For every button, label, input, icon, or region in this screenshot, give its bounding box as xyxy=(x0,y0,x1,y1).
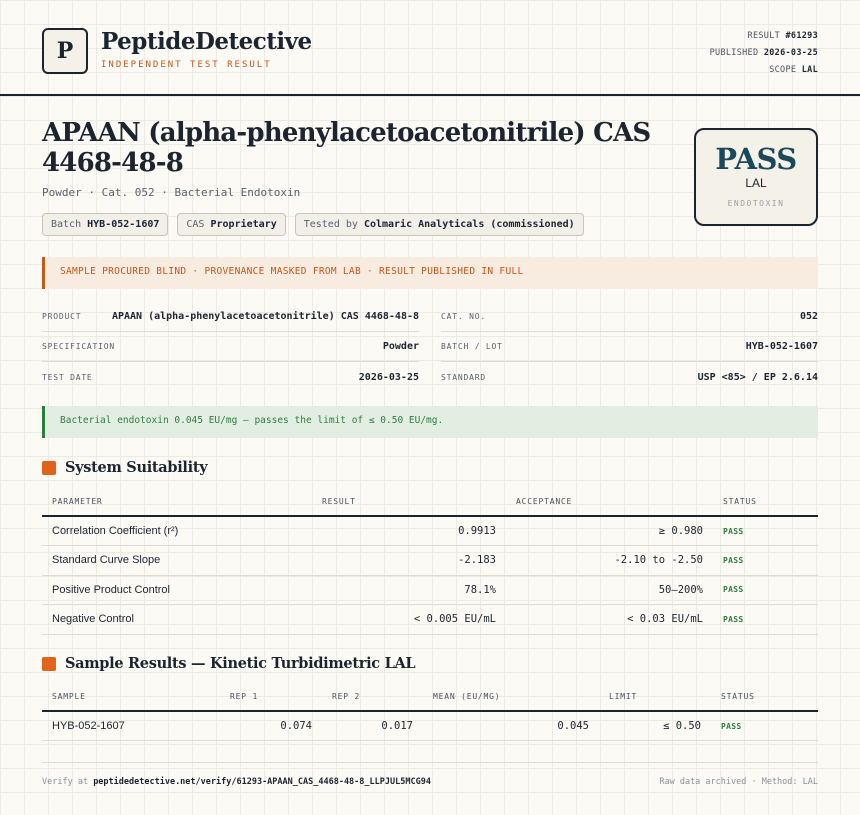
table-row: Negative Control < 0.005 EU/mL < 0.03 EU/mL PASS xyxy=(42,605,818,635)
stamp-category: ENDOTOXIN xyxy=(727,199,785,208)
info-row-cat-no: CAT. NO. 052 xyxy=(441,302,818,332)
status-badge: PASS xyxy=(711,711,818,741)
status-badge: PASS xyxy=(713,575,818,605)
product-subtitle: Powder · Cat. 052 · Bacterial Endotoxin xyxy=(42,186,301,199)
blind-notice: SAMPLE PROCURED BLIND · PROVENANCE MASKED FROM LAB · RESULT PUBLISHED IN FULL xyxy=(42,257,818,289)
footer-method: Raw data archived · Method: LAL xyxy=(659,777,818,787)
verify-text: Verify at peptidedetective.net/verify/61293-APAAN_CAS_4468-48-8_LLPJUL5MCG94 xyxy=(42,777,431,787)
status-badge: PASS xyxy=(713,516,818,546)
chip-row xyxy=(42,213,584,236)
info-row-specification: SPECIFICATION Powder xyxy=(42,332,419,362)
status-badge: PASS xyxy=(713,605,818,635)
info-left xyxy=(42,302,419,392)
meta-result: RESULT #61293 xyxy=(747,31,818,41)
meta-scope: SCOPE LAL xyxy=(769,65,818,75)
table-row: Correlation Coefficient (r²) 0.9913 ≥ 0.980 PASS xyxy=(42,516,818,546)
verdict-banner: Bacterial endotoxin 0.045 EU/mg — passes the limit of ≤ 0.50 EU/mg. xyxy=(42,406,818,438)
table-row: Standard Curve Slope -2.183 -2.10 to -2.50 PASS xyxy=(42,546,818,576)
info-row-product: PRODUCT APAAN (alpha-phenylacetoacetonitrile) CAS 4468-48-8 xyxy=(42,302,419,332)
table-header-row: SAMPLE REP 1 REP 2 MEAN (EU/MG) LIMIT STATUS xyxy=(42,683,818,711)
product-title: APAAN (alpha-phenylacetoacetonitrile) CAS 4468-48-8 xyxy=(42,118,651,178)
meta-published: PUBLISHED 2026-03-25 xyxy=(709,48,818,58)
table-row: HYB-052-1607 0.074 0.017 0.045 ≤ 0.50 PASS xyxy=(42,711,818,741)
info-right xyxy=(441,302,818,392)
cas-chip: CAS Proprietary xyxy=(177,213,285,236)
batch-chip: Batch HYB-052-1607 xyxy=(42,213,168,236)
brand-name: PeptideDetective xyxy=(101,28,312,55)
section-marker-icon xyxy=(42,657,56,671)
report-footer xyxy=(42,777,818,787)
report-meta xyxy=(710,28,818,79)
published-date: 2026-03-25 xyxy=(763,48,818,58)
scope-value: LAL xyxy=(801,65,818,75)
section-system-suitability: System Suitability xyxy=(42,459,207,476)
suitability-table xyxy=(42,488,818,635)
section-marker-icon xyxy=(42,461,56,475)
stamp-verdict: PASS xyxy=(715,142,797,176)
brand-logo xyxy=(42,28,88,74)
footer-divider xyxy=(42,762,818,763)
section-sample-results: Sample Results — Kinetic Turbidimetric LAL xyxy=(42,655,415,672)
table-header-row: PARAMETER RESULT ACCEPTANCE STATUS xyxy=(42,488,818,516)
table-row: Positive Product Control 78.1% 50–200% PASS xyxy=(42,575,818,605)
brand-tagline: INDEPENDENT TEST RESULT xyxy=(101,60,272,70)
info-row-test-date: TEST DATE 2026-03-25 xyxy=(42,371,419,383)
result-number: #61293 xyxy=(785,31,818,41)
info-row-standard: STANDARD USP <85> / EP 2.6.14 xyxy=(441,371,818,383)
stamp-method: LAL xyxy=(745,176,767,190)
report-header xyxy=(0,0,860,96)
info-row-batch: BATCH / LOT HYB-052-1607 xyxy=(441,332,818,362)
pass-stamp xyxy=(694,128,818,226)
sample-results-table xyxy=(42,683,818,741)
status-badge: PASS xyxy=(713,546,818,576)
verify-link[interactable]: peptidedetective.net/verify/61293-APAAN_CAS_4468-48-8_LLPJUL5MCG94 xyxy=(93,777,431,787)
logo-letter: P xyxy=(56,38,74,64)
tested-by-chip: Tested by Colmaric Analyticals (commissioned) xyxy=(295,213,584,236)
